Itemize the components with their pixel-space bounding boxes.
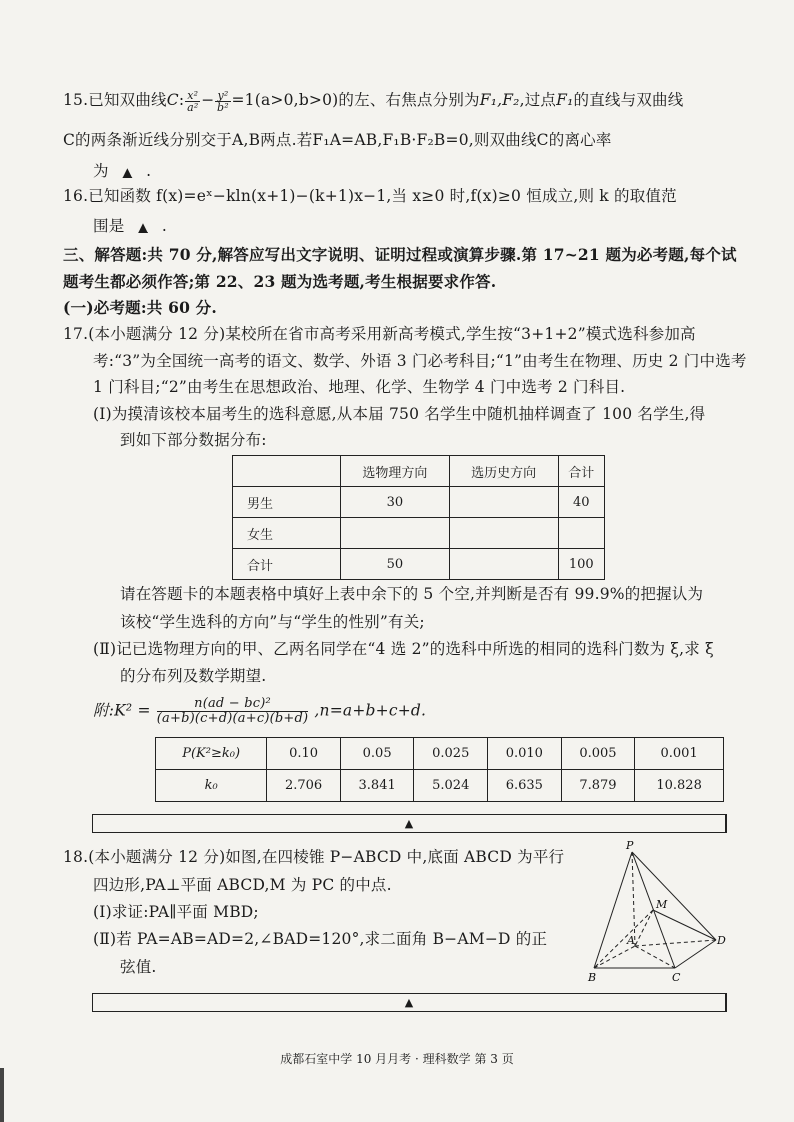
table-cell: 2.706 xyxy=(267,770,341,802)
label-a: A xyxy=(627,934,635,947)
critical-value-table xyxy=(155,737,724,802)
section3-line1: 三、解答题:共 70 分,解答应写出文字说明、证明过程或演算步骤.第 17~21 题为必考题,每个试 xyxy=(63,245,737,264)
table-cell xyxy=(233,456,341,487)
label-c: C xyxy=(672,971,681,984)
q17-part2-line2: 的分布列及数学期望. xyxy=(120,667,267,685)
q16-line1: 16.已知函数 f(x)=eˣ−kln(x+1)−(k+1)x−1,当 x≥0 时,f(x)≥0 恒成立,则 k 的取值范 xyxy=(63,187,677,205)
table-header: 选历史方向 xyxy=(449,456,558,487)
edge-ma xyxy=(635,910,653,946)
q17-line3: 1 门科目;“2”由考生在思想政治、地理、化学、生物学 4 门中选考 2 门科目. xyxy=(93,378,626,396)
q16-answer-blank[interactable]: ▲ xyxy=(138,220,148,234)
q18-line4: (Ⅱ)若 PA=AB=AD=2,∠BAD=120°,求二面角 B−AM−D 的正 xyxy=(93,930,548,948)
table-cell xyxy=(341,518,450,549)
q18-answer-box[interactable]: ▲ xyxy=(92,993,727,1012)
table-cell: 0.010 xyxy=(488,738,562,770)
table-header: P(K²≥k₀) xyxy=(156,738,267,770)
table-cell xyxy=(449,549,558,580)
q18-line3: (Ⅰ)求证:PA∥平面 MBD; xyxy=(93,903,259,921)
q15-text: 15.已知双曲线 xyxy=(63,91,167,109)
table-cell: 0.001 xyxy=(635,738,724,770)
table-cell: 7.879 xyxy=(561,770,635,802)
table-cell: 0.025 xyxy=(414,738,488,770)
table-cell: 5.024 xyxy=(414,770,488,802)
table-cell: 6.635 xyxy=(488,770,562,802)
table-cell xyxy=(449,518,558,549)
q15-text-3: 的直线与双曲线 xyxy=(573,91,684,109)
q15-foci: F₁,F₂ xyxy=(479,91,520,109)
table-cell: 100 xyxy=(558,549,604,580)
table-cell: 合计 xyxy=(233,549,341,580)
page-footer: 成都石室中学 10 月月考 · 理科数学 第 3 页 xyxy=(280,1052,514,1066)
table-row xyxy=(233,518,605,549)
edge-ad xyxy=(635,940,716,946)
q17-part1-line1: (Ⅰ)为摸清该校本届考生的选科意愿,从本届 750 名学生中随机抽样调查了 100 名学生,得 xyxy=(93,405,706,423)
k2-formula xyxy=(157,697,309,726)
x2-over-a2: $\frac{\text{x²}}{\text{a²}}$ xyxy=(187,88,199,114)
q16-answer-prefix: 围是 xyxy=(93,217,125,235)
q15-period: . xyxy=(146,162,152,180)
survey-table xyxy=(232,455,605,580)
y2-over-b2: $\frac{\text{y²}}{\text{b²}}$ xyxy=(217,88,229,114)
q17-line1: 17.(本小题满分 12 分)某校所在省市高考采用新高考模式,学生按“3+1+2”模式选科参加高 xyxy=(63,325,696,343)
q15-text-2: ,过点 xyxy=(519,91,557,109)
q15-curve-name: C xyxy=(166,91,179,109)
table-cell: 50 xyxy=(341,549,450,580)
table-cell: 0.005 xyxy=(561,738,635,770)
table-header: 合计 xyxy=(558,456,604,487)
q16-period: . xyxy=(161,217,167,235)
edge-pa xyxy=(632,852,635,946)
q17-part1-line3: 请在答题卡的本题表格中填好上表中余下的 5 个空,并判断是否有 99.9%的把握认为 xyxy=(120,585,704,603)
formula-denominator: (a+b)(c+d)(a+c)(b+d) xyxy=(156,711,309,726)
edge-cd xyxy=(675,940,716,968)
table-cell xyxy=(558,518,604,549)
q17-part2-line1: (Ⅱ)记已选物理方向的甲、乙两名同学在“4 选 2”的选科中所选的相同的选科门数为 ξ,求 ξ xyxy=(93,640,714,658)
edge-mb xyxy=(594,910,653,968)
formula-numerator: n(ad − bc)² xyxy=(157,697,309,712)
q15-line3 xyxy=(93,159,151,181)
q15-answer-blank[interactable]: ▲ xyxy=(122,165,133,179)
q15-colon: : xyxy=(178,91,185,109)
q15-answer-prefix: 为 xyxy=(93,162,109,180)
q17-line2: 考:“3”为全国统一高考的语文、数学、外语 3 门必考科目;“1”由考生在物理、历史 2 门中选考 xyxy=(93,352,747,370)
pyramid-figure xyxy=(580,838,730,988)
q17-answer-box[interactable]: ▲ xyxy=(92,814,727,833)
table-cell: 0.05 xyxy=(340,738,414,770)
q16-line2 xyxy=(93,214,167,236)
section3-line3: (一)必考题:共 60 分. xyxy=(63,298,217,317)
scan-edge xyxy=(0,1068,4,1122)
table-cell: 男生 xyxy=(233,487,341,518)
label-d: D xyxy=(717,934,726,947)
table-row xyxy=(233,487,605,518)
q18-line5: 弦值. xyxy=(120,958,157,976)
table-row xyxy=(233,549,605,580)
table-cell: 10.828 xyxy=(635,770,724,802)
q15-line2: C的两条渐近线分别交于A,B两点.若F₁A=AB,F₁B·F₂B=0,则双曲线C的离心率 xyxy=(63,131,612,149)
section3-line2: 题考生都必须作答;第 22、23 题为选考题,考生根据要求作答. xyxy=(63,272,497,291)
q18-line2: 四边形,PA⊥平面 ABCD,M 为 PC 的中点. xyxy=(93,876,392,894)
q15-condition: =1(a>0,b>0)的左、右焦点分别为 xyxy=(231,91,480,109)
edge-pd xyxy=(632,852,716,940)
label-b: B xyxy=(588,971,597,984)
q17-part1-line2: 到如下部分数据分布: xyxy=(120,431,267,449)
edge-ac xyxy=(635,946,675,968)
q15-focus-f1: F₁ xyxy=(556,91,574,109)
table-row xyxy=(156,770,724,802)
table-row xyxy=(233,456,605,487)
q17-part1-line4: 该校“学生选科的方向”与“学生的性别”有关; xyxy=(120,613,425,631)
formula-prefix: 附:K² = xyxy=(93,701,151,720)
table-header: 选物理方向 xyxy=(341,456,450,487)
table-cell: 40 xyxy=(558,487,604,518)
q15-line1: 15.已知双曲线C: $\frac{\text{x²}}{\text{a²}}$ − $\frac{\text{y²}}{\text{b²}}$ =1(a>0,b>0)的左、右焦点分别为F₁,F₂,过点F₁的直线与双曲线 xyxy=(63,88,684,114)
table-cell: 30 xyxy=(341,487,450,518)
table-cell: 0.10 xyxy=(267,738,341,770)
formula-suffix: ,n=a+b+c+d. xyxy=(314,701,427,720)
table-cell xyxy=(449,487,558,518)
label-p: P xyxy=(626,839,634,852)
formula-line xyxy=(93,697,426,726)
q18-line1: 18.(本小题满分 12 分)如图,在四棱锥 P−ABCD 中,底面 ABCD 为平行 xyxy=(63,848,565,866)
table-row xyxy=(156,738,724,770)
table-cell: 女生 xyxy=(233,518,341,549)
table-cell: 3.841 xyxy=(340,770,414,802)
table-header: k₀ xyxy=(156,770,267,802)
label-m: M xyxy=(656,898,668,911)
